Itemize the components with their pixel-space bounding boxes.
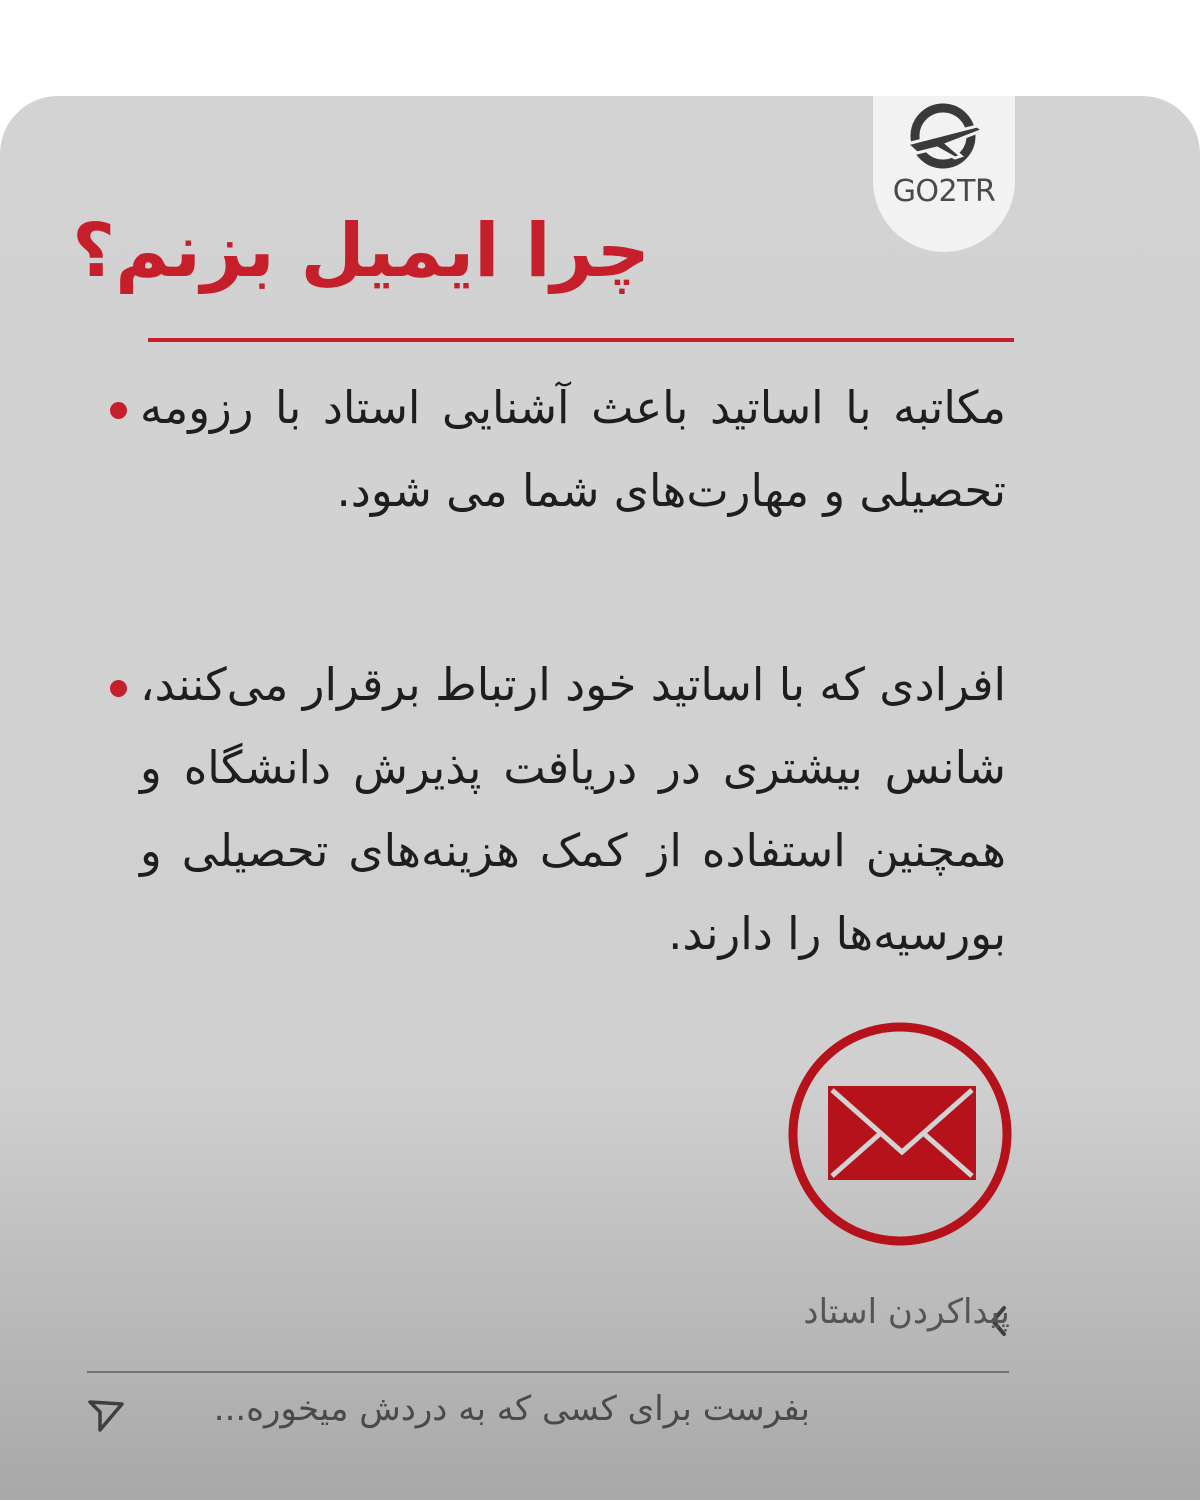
- send-icon[interactable]: [86, 1398, 126, 1434]
- page-title: چرا ایمیل بزنم؟: [72, 208, 650, 294]
- title-divider: [148, 338, 1014, 342]
- bullet-text: افرادی که با اساتید خود ارتباط برقرار می‌کنند، شانس بیشتری در دریافت پذیرش دانشگاه و همچنین استفاده از کمک هزینه‌های تحصیلی و بورسیه‌ها را دارند.: [140, 658, 1006, 960]
- bullet-dot: [110, 680, 127, 697]
- share-message-input[interactable]: بفرست برای کسی که به دردش میخوره...: [213, 1389, 810, 1429]
- logo-text: GO2TR: [892, 174, 996, 209]
- find-professor-link[interactable]: پیداکردن استاد: [803, 1292, 1010, 1332]
- plane-globe-icon: [903, 96, 985, 174]
- bullet-text: مکاتبه با اساتید باعث آشنایی استاد با رزومه تحصیلی و مهارت‌های شما می شود.: [140, 381, 1006, 517]
- envelope-icon: [786, 1020, 1014, 1248]
- bullet-dot: [110, 402, 127, 419]
- footer-divider: [87, 1371, 1009, 1373]
- brand-logo: [873, 96, 1015, 252]
